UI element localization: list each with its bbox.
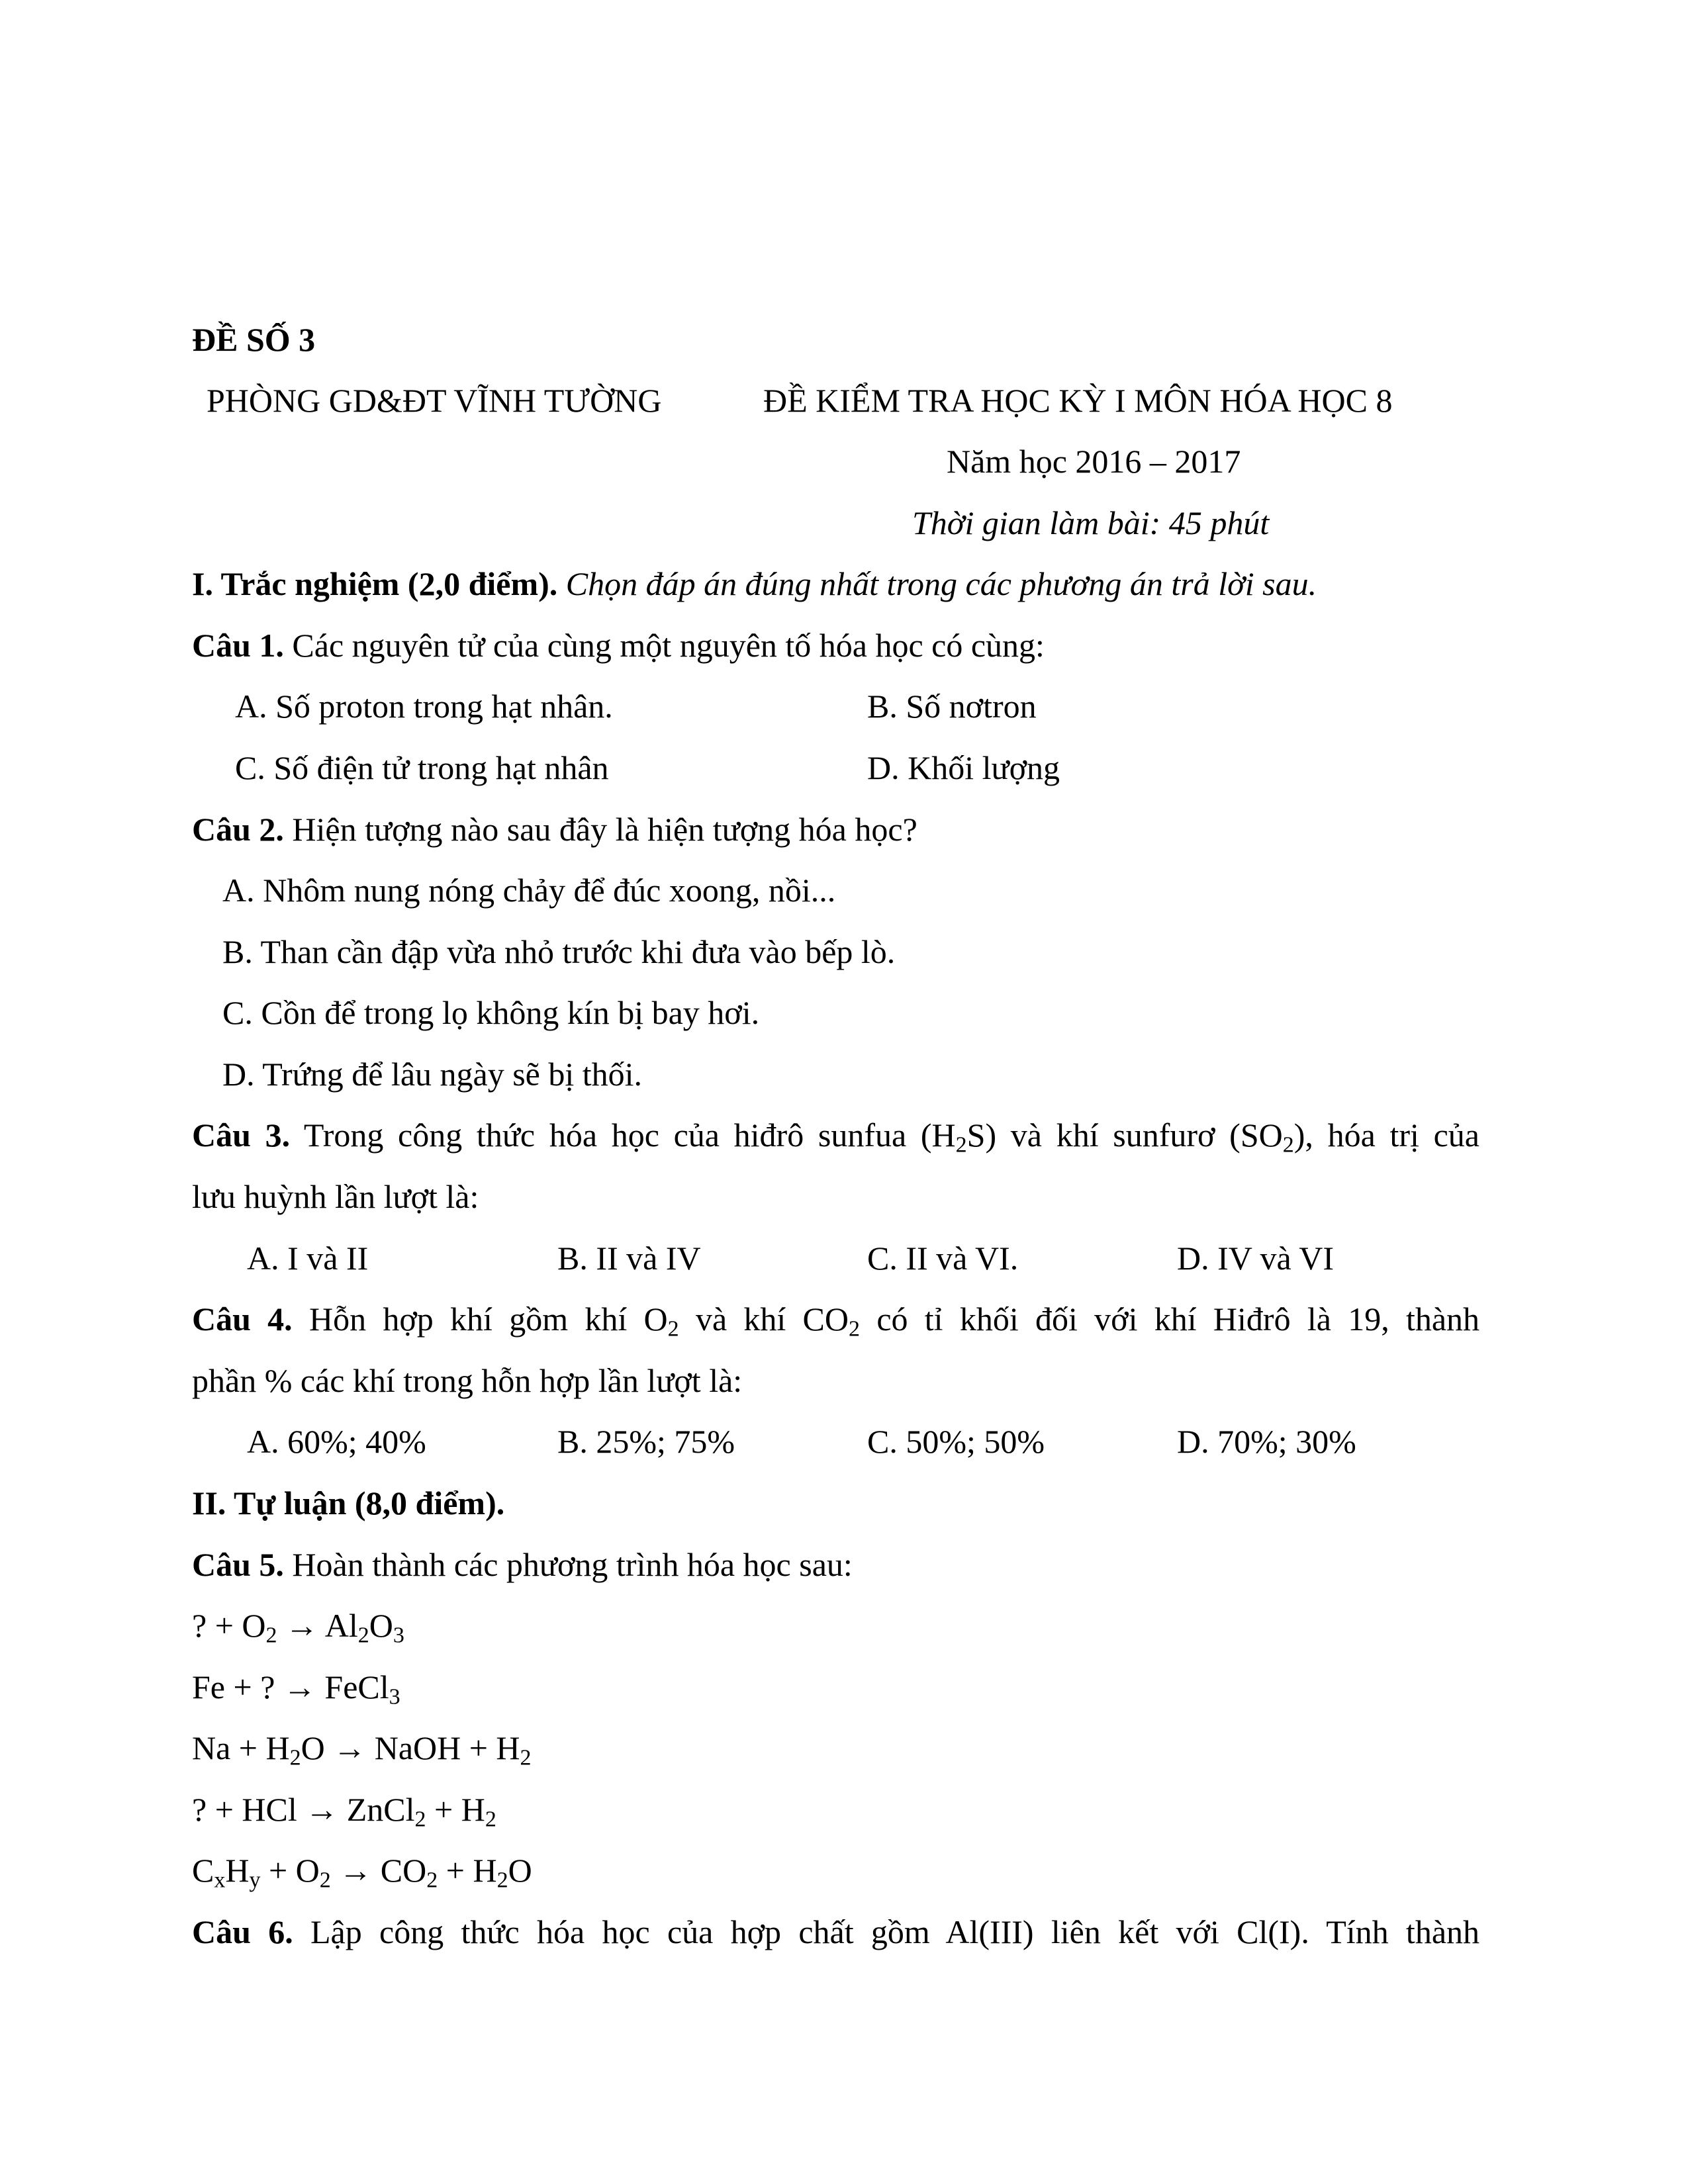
- question-6-label: Câu 6.: [192, 1913, 293, 1950]
- question-1-text: Các nguyên tử của cùng một nguyên tố hóa học có cùng:: [292, 627, 1045, 664]
- question-2-text: Hiện tượng nào sau đây là hiện tượng hóa học?: [292, 811, 917, 848]
- question-3-option-b: B. II và IV: [557, 1240, 701, 1277]
- question-5-label: Câu 5.: [192, 1546, 284, 1583]
- question-2-label: Câu 2.: [192, 811, 284, 848]
- question-4: [192, 1300, 1480, 1342]
- question-4-text: Hỗn hợp khí gồm khí $O_2$ và khí $CO_2$ có tỉ khối đối với khí Hiđrô là 19, thành: [308, 1300, 1480, 1342]
- question-4-option-d: D. 70%; 30%: [1177, 1423, 1356, 1460]
- time-limit: Thời gian làm bài: 45 phút: [912, 504, 1270, 541]
- part2-title: II. Tự luận (8,0 điểm).: [192, 1484, 505, 1522]
- part1-heading: [192, 567, 1317, 600]
- question-2-option-b: B. Than cần đập vừa nhỏ trước khi đưa vào bếp lò.: [222, 933, 896, 970]
- question-1-label: Câu 1.: [192, 627, 284, 664]
- question-1-option-d: D. Khối lượng: [867, 749, 1060, 786]
- question-2-option-a: A. Nhôm nung nóng chảy để đúc xoong, nồi...: [222, 872, 836, 909]
- question-3-text: Trong công thức hóa học của hiđrô sunfua $(H_2S)$ và khí sunfurơ $(SO_2)$, hóa trị của: [303, 1116, 1479, 1158]
- question-3: [192, 1116, 1479, 1158]
- question-1: [192, 629, 1045, 662]
- question-2-option-c: C. Cồn để trong lọ không kín bị bay hơi.: [222, 994, 760, 1031]
- question-6: [192, 1915, 1479, 1948]
- school-year: Năm học 2016 – 2017: [947, 443, 1241, 480]
- part1-title: I. Trắc nghiệm (2,0 điểm).: [192, 565, 558, 602]
- question-1-option-a: A. Số proton trong hạt nhân.: [235, 688, 613, 725]
- exam-title: ĐỀ KIỂM TRA HỌC KỲ I MÔN HÓA HỌC 8: [763, 382, 1393, 419]
- question-2-option-d: D. Trứng để lâu ngày sẽ bị thối.: [222, 1056, 643, 1093]
- question-4-label: Câu 4.: [192, 1300, 293, 1338]
- question-5-text: Hoàn thành các phương trình hóa học sau:: [292, 1546, 853, 1583]
- question-4-option-c: C. 50%; 50%: [867, 1423, 1045, 1460]
- part1-instruction: Chọn đáp án đúng nhất trong các phương án trả lời sau.: [565, 565, 1317, 602]
- question-1-option-c: C. Số điện tử trong hạt nhân: [235, 749, 609, 786]
- question-4-text-line2: phần % các khí trong hỗn hợp lần lượt là:: [192, 1362, 743, 1399]
- question-3-option-c: C. II và VI.: [867, 1240, 1019, 1277]
- question-1-option-b: B. Số nơtron: [867, 688, 1037, 725]
- question-4-option-a: A. 60%; 40%: [247, 1423, 426, 1460]
- exam-number: ĐỀ SỐ 3: [192, 321, 316, 358]
- question-3-option-a: A. I và II: [247, 1240, 369, 1277]
- equation-5: $C_xH_y + O_2 \to CO_2 + H_2O$: [192, 1852, 532, 1893]
- question-2: [192, 813, 917, 846]
- question-4-option-b: B. 25%; 75%: [557, 1423, 735, 1460]
- equation-2: Fe + ? → FeCl$_3$: [192, 1668, 400, 1709]
- question-3-option-d: D. IV và VI: [1177, 1240, 1335, 1277]
- question-3-label: Câu 3.: [192, 1116, 291, 1154]
- equation-1: ? + $O_2 \to Al_2O_3$: [192, 1607, 404, 1648]
- equation-3: $Na + H_2O$ → NaOH + $H_2$: [192, 1729, 532, 1770]
- question-6-text: Lập công thức hóa học của hợp chất gồm Al(III) liên kết với Cl(I). Tính thành: [310, 1913, 1480, 1950]
- question-3-text-line2: lưu huỳnh lần lượt là:: [192, 1178, 479, 1215]
- equation-4: ? + HCl → ZnCl$_2$ + $H_2$: [192, 1791, 496, 1832]
- question-5: [192, 1548, 853, 1581]
- department-name: PHÒNG GD&ĐT VĨNH TƯỜNG: [207, 382, 662, 419]
